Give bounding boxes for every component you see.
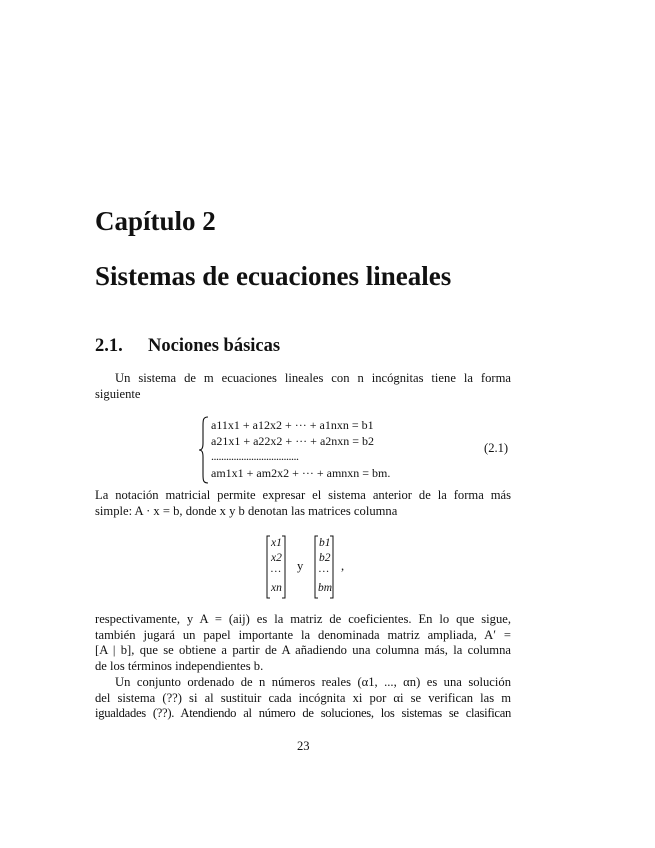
solution-line-3: igualdades (??). Atendiendo al número de soluciones, los sistemas se clasifican <box>95 706 511 721</box>
coef-line-4: de los términos independientes b. <box>95 658 264 673</box>
matrix-line-2: simple: A · x = b, donde x y b denotan las matrices columna <box>95 503 398 518</box>
solution-line-1: Un conjunto ordenado de n números reales (α1, ..., αn) es una solución <box>115 675 511 689</box>
x-entry-n: xn <box>271 582 282 594</box>
left-brace-icon <box>198 416 210 484</box>
b-column-vector <box>313 535 335 599</box>
chapter-title: Sistemas de ecuaciones lineales <box>95 261 452 291</box>
x-column-vector <box>265 535 287 599</box>
solution-paragraph <box>95 675 511 722</box>
x-entry-2: x2 <box>271 552 282 564</box>
chapter-label: Capítulo 2 <box>95 206 216 236</box>
section-number: 2.1. <box>95 336 123 356</box>
equation-row-m: am1x1 + am2x2 + ··· + amnxn = bm. <box>211 466 391 480</box>
intro-line-1: Un sistema de m ecuaciones lineales con n incógnitas tiene la forma <box>115 371 511 385</box>
equation-system <box>198 416 428 484</box>
matrix-line-1: La notación matricial permite expresar el sistema anterior de la forma más <box>95 488 511 502</box>
coef-line-2: también jugará un papel importante la denominada matriz ampliada, A′ = <box>95 627 511 642</box>
x-entry-1: x1 <box>271 537 282 549</box>
section-heading <box>95 336 280 357</box>
intro-line-2: siguiente <box>95 386 141 401</box>
equation-row-2: a21x1 + a22x2 + ··· + a2nxn = b2 <box>211 434 375 448</box>
b-entry-1: b1 <box>319 537 331 549</box>
vector-trailing-comma: , <box>341 559 345 573</box>
b-entry-dots: ··· <box>318 566 330 578</box>
b-entry-m: bm <box>318 582 333 594</box>
section-title: Nociones básicas <box>148 336 281 356</box>
b-entry-2: b2 <box>319 552 331 564</box>
coef-line-1: respectivamente, y A = (aij) es la matriz de coeficientes. En lo que sigue, <box>95 612 511 626</box>
coef-line-3: [A | b], que se obtiene a partir de A añadiendo una columna más, la columna <box>95 643 511 658</box>
matrix-notation-paragraph <box>95 488 511 519</box>
equation-number: (2.1) <box>484 441 509 455</box>
vector-connector: y <box>297 559 304 573</box>
x-entry-dots: ··· <box>270 566 282 578</box>
equation-row-dots: ................................... <box>211 449 299 463</box>
intro-paragraph <box>95 371 511 402</box>
equation-row-1: a11x1 + a12x2 + ··· + a1nxn = b1 <box>211 418 374 432</box>
solution-line-2: del sistema (??) si al sustituir cada incógnita xi por αi se verifican las m <box>95 690 511 705</box>
coefficients-paragraph <box>95 612 511 674</box>
page-number: 23 <box>297 739 310 753</box>
